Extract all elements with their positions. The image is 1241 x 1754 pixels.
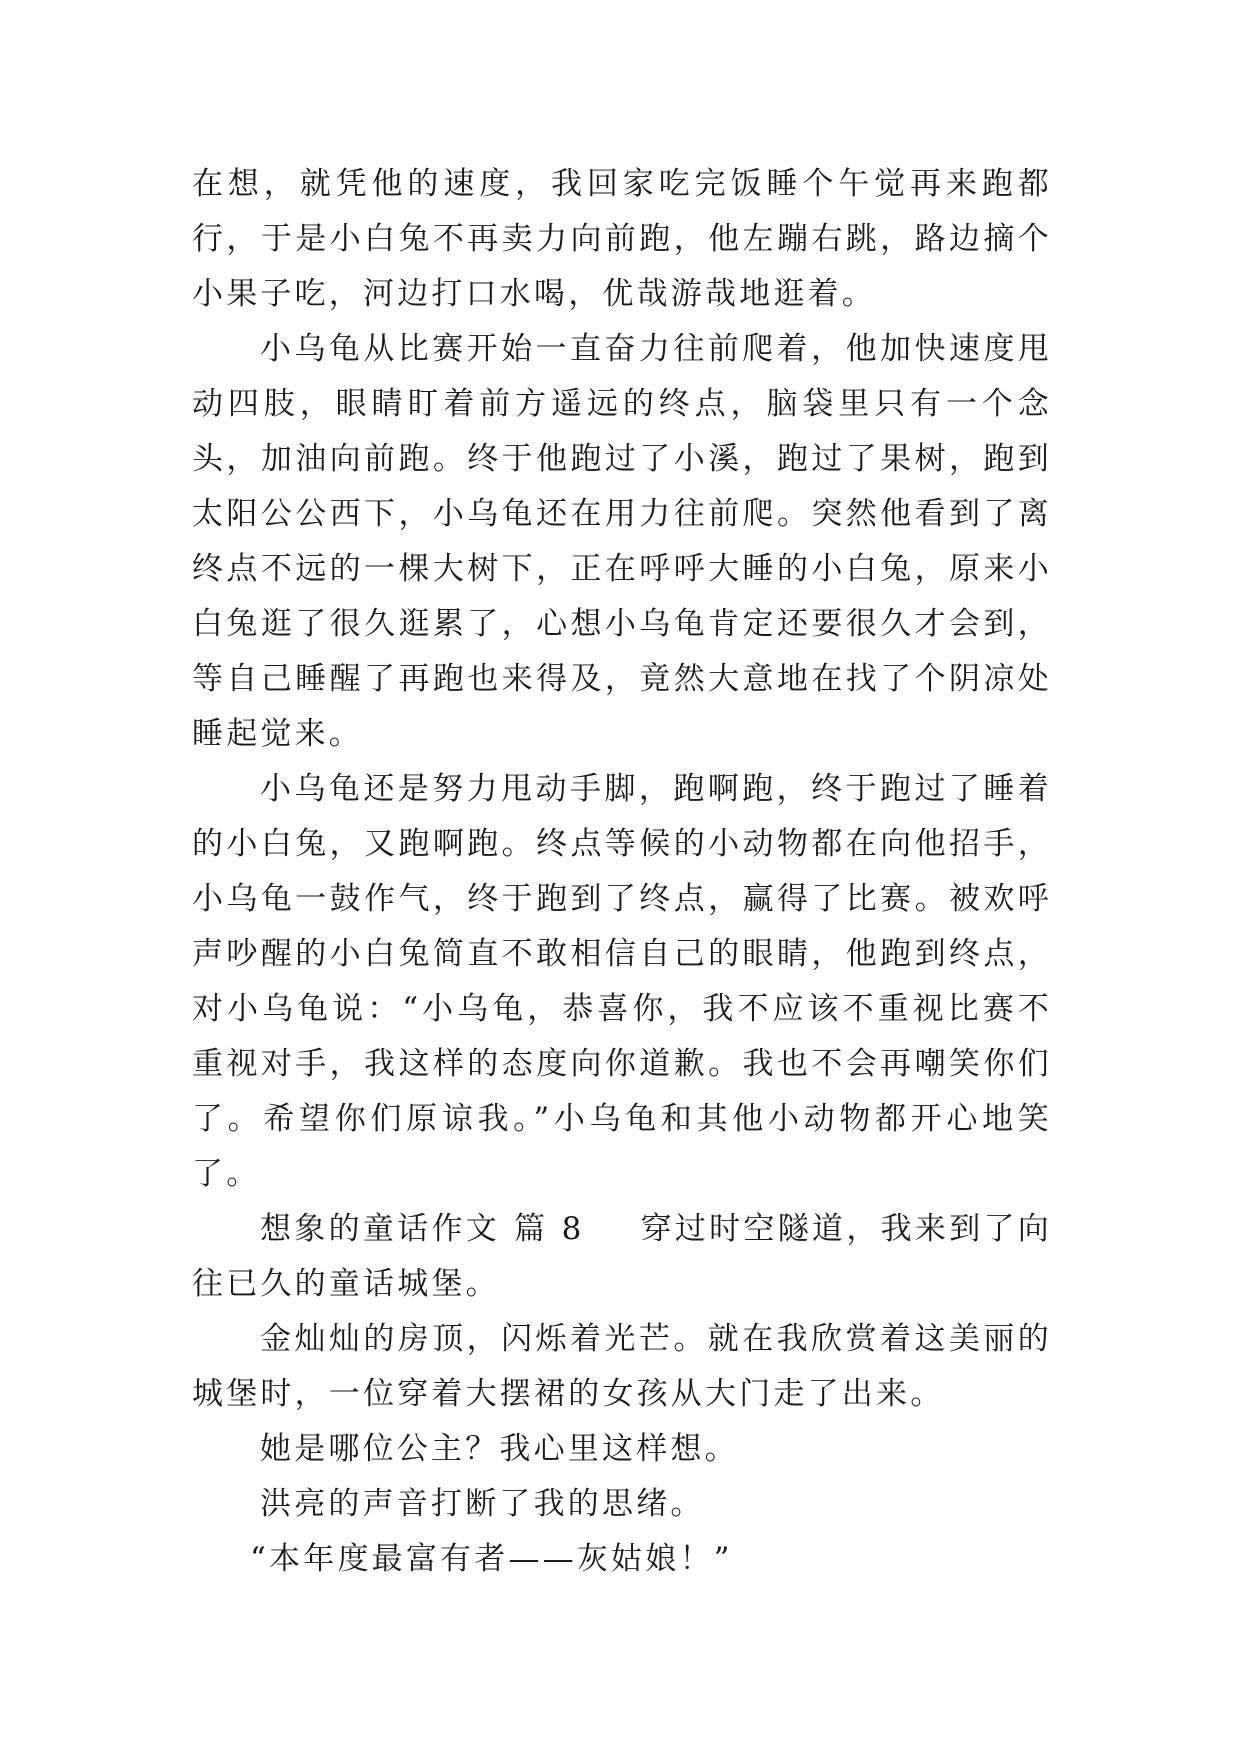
paragraph-loud-voice: 洪亮的声音打断了我的思绪。 [260, 1486, 705, 1522]
essay-heading-line [192, 1202, 1052, 1312]
paragraph-castle: 金灿灿的房顶，闪烁着光芒。就在我欣赏着这美丽的城堡时，一位穿着大摆裙的女孩从大门走了出来。 [192, 1321, 1052, 1412]
paragraph-tortoise-racing: 小乌龟从比赛开始一直奋力往前爬着，他加快速度甩动四肢，眼睛盯着前方遥远的终点，脑袋里只有一个念头，加油向前跑。终于他跑过了小溪，跑过了果树，跑到太阳公公西下，小乌龟还在用力往前爬。突然他看到了离终点不远的一棵大树下，正在呼呼大睡的小白兔，原来小白兔逛了很久逛累了，心想小乌龟肯定还要很久才会到，等自己睡醒了再跑也来得及，竟然大意地在找了个阴凉处睡起觉来。 [192, 331, 1052, 752]
document-body [192, 157, 1052, 1587]
paragraph-tortoise-wins: 小乌龟还是努力甩动手脚，跑啊跑，终于跑过了睡着的小白兔，又跑啊跑。终点等候的小动物都在向他招手，小乌龟一鼓作气，终于跑到了终点，赢得了比赛。被欢呼声吵醒的小白兔简直不敢相信自己的眼睛，他跑到终点，对小乌龟说：“小乌龟，恭喜你，我不应该不重视比赛不重视对手，我这样的态度向你道歉。我也不会再嘲笑你们了。希望你们原谅我。”小乌龟和其他小动物都开心地笑了。 [192, 771, 1052, 1192]
paragraph-princess-question: 她是哪位公主？我心里这样想。 [260, 1431, 739, 1467]
essay-number: 篇 8 [514, 1211, 585, 1247]
essay-title: 想象的童话作文 [260, 1211, 501, 1247]
essay-opening-text: 穿过时空隧道，我来到了向往已久的童话城堡。 [192, 1211, 1052, 1302]
announcement-quote: “本年度最富有者——灰姑娘！” [250, 1541, 733, 1577]
paragraph-continuation: 在想，就凭他的速度，我回家吃完饭睡个午觉再来跑都行，于是小白兔不再卖力向前跑，他左蹦右跳，路边摘个小果子吃，河边打口水喝，优哉游哉地逛着。 [192, 166, 1052, 312]
